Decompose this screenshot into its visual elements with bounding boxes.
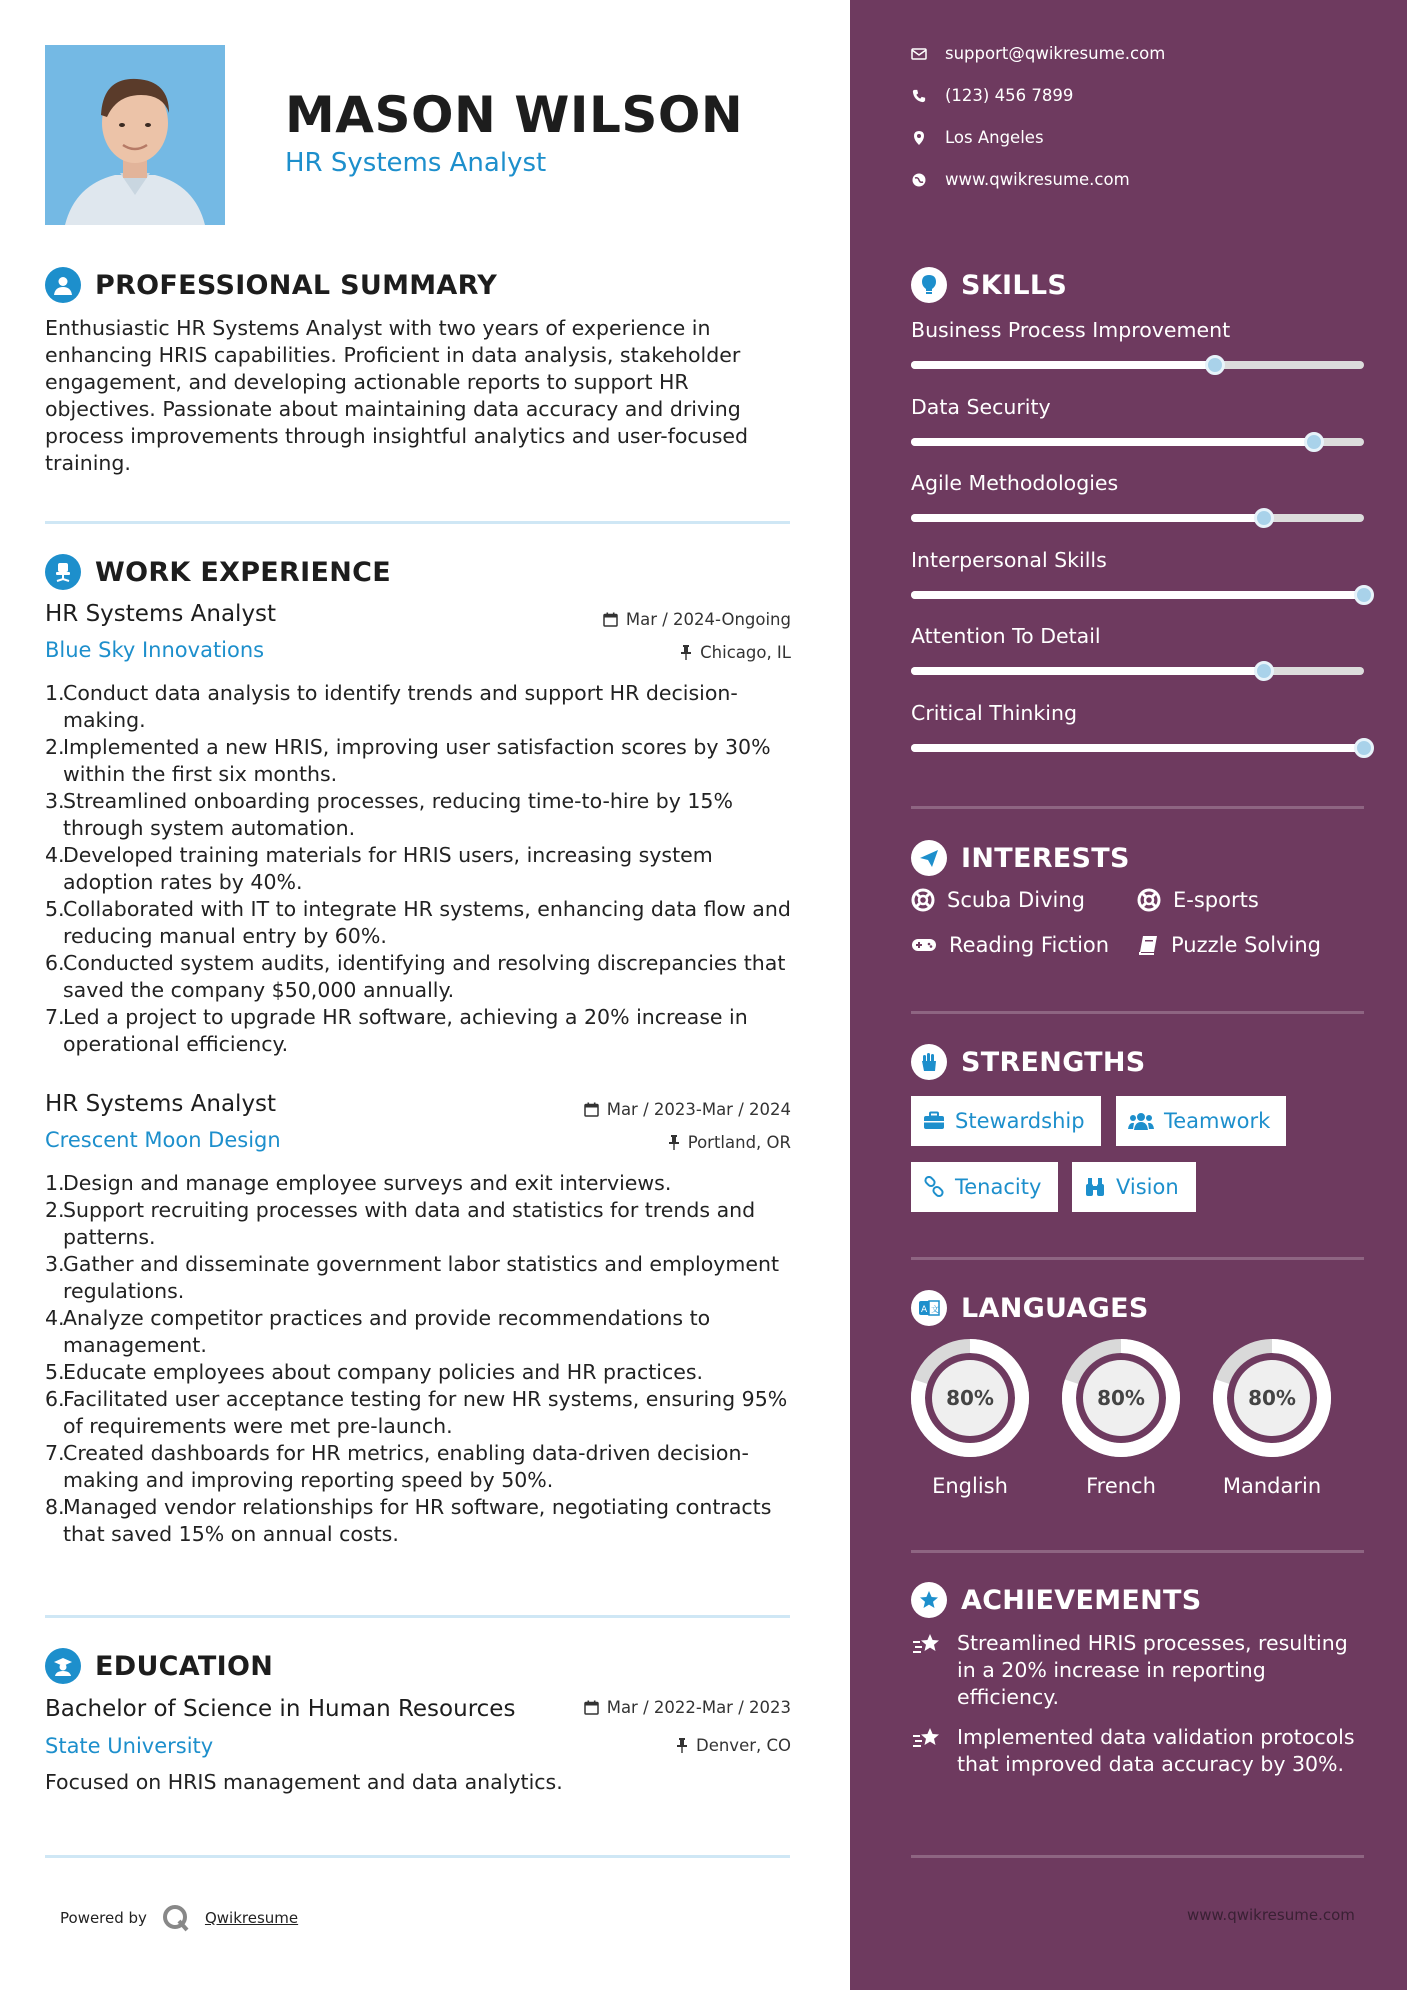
education-title: EDUCATION xyxy=(95,1650,274,1682)
language-item xyxy=(1210,1336,1334,1498)
calendar-icon xyxy=(603,612,618,627)
gamepad-icon xyxy=(911,935,937,955)
skill-bar-fill xyxy=(911,514,1264,522)
lightbulb-icon xyxy=(911,267,947,303)
achievements-heading xyxy=(911,1582,1202,1618)
candidate-name: MASON WILSON xyxy=(285,86,744,144)
binoculars-icon xyxy=(1084,1176,1106,1198)
interest-item: E-sports xyxy=(1137,888,1259,912)
strength-tag: Teamwork xyxy=(1116,1096,1286,1146)
skills-heading xyxy=(911,267,1067,303)
skill-bar-fill xyxy=(911,438,1314,446)
skill-bar-knob xyxy=(1304,432,1324,452)
job-date xyxy=(584,1100,791,1119)
list-item: 6. Conducted system audits, identifying and resolving discrepancies that saved the company $50,000 annually. xyxy=(45,951,786,1002)
skill-label: Business Process Improvement xyxy=(911,318,1231,342)
contact-email[interactable] xyxy=(911,44,1165,63)
link-icon xyxy=(923,1176,945,1198)
user-icon xyxy=(45,267,81,303)
list-item: 3. Gather and disseminate government labor statistics and employment regulations. xyxy=(45,1252,779,1303)
skill-bar xyxy=(911,667,1364,675)
skill-label: Interpersonal Skills xyxy=(911,547,1107,572)
website-text: www.qwikresume.com xyxy=(945,170,1130,189)
star-badge-icon xyxy=(911,1582,947,1618)
pin-icon xyxy=(680,645,692,660)
interest-item: Scuba Diving xyxy=(911,888,1085,912)
qwikresume-logo-icon xyxy=(161,1903,191,1933)
language-percent: 80% xyxy=(1248,1386,1296,1410)
languages-heading xyxy=(911,1290,1149,1326)
graduate-icon xyxy=(45,1648,81,1684)
summary-text: Enthusiastic HR Systems Analyst with two years of experience in enhancing HRIS capabilities. Proficient in data analysis, stakeholder engagement, and developing actionable reports to support HR objectives. Passionate about maintaining data accuracy and driving process improvements through insightful analytics and user-focused training. xyxy=(45,316,748,475)
divider xyxy=(45,1615,790,1618)
job-location xyxy=(668,1133,791,1152)
job-duties-list xyxy=(45,680,795,1058)
summary-heading xyxy=(45,267,497,303)
achievement-item: Streamlined HRIS processes, resulting in a 20% increase in reporting efficiency. xyxy=(911,1630,1371,1711)
job-date-text: Mar / 2023-Mar / 2024 xyxy=(606,1100,791,1119)
education-description: Focused on HRIS management and data analytics. xyxy=(45,1770,563,1794)
skill-bar-fill xyxy=(911,744,1364,752)
job-location-text: Chicago, IL xyxy=(700,643,791,662)
list-item: 5. Educate employees about company policies and HR practices. xyxy=(45,1360,704,1384)
list-item: 3. Streamlined onboarding processes, reducing time-to-hire by 15% through system automation. xyxy=(45,789,733,840)
profile-photo xyxy=(45,45,225,225)
svg-text:A: A xyxy=(921,1305,928,1315)
interest-item: Reading Fiction xyxy=(911,933,1109,957)
shooting-star-icon xyxy=(911,1726,943,1752)
language-item xyxy=(1059,1336,1183,1498)
location-pin-icon xyxy=(911,130,927,146)
interests-heading xyxy=(911,840,1130,876)
school-name: State University xyxy=(45,1734,214,1758)
list-item: 7. Led a project to upgrade HR software, achieving a 20% increase in operational efficiency. xyxy=(45,1005,748,1056)
shooting-star-icon xyxy=(911,1632,943,1658)
contact-website[interactable] xyxy=(911,170,1130,189)
list-item: 1. Conduct data analysis to identify trends and support HR decision-making. xyxy=(45,681,738,732)
skill-bar xyxy=(911,744,1364,752)
globe-icon xyxy=(911,172,927,188)
list-item: 6. Facilitated user acceptance testing for new HR systems, ensuring 95% of requirements were met pre-launch. xyxy=(45,1387,788,1438)
skill-bar-fill xyxy=(911,361,1215,369)
skill-label: Attention To Detail xyxy=(911,624,1101,648)
location-text: Los Angeles xyxy=(945,128,1044,147)
education-location xyxy=(676,1736,791,1755)
divider xyxy=(911,806,1364,809)
skill-label: Agile Methodologies xyxy=(911,471,1119,495)
job-date-text: Mar / 2024-Ongoing xyxy=(625,610,791,629)
work-title: WORK EXPERIENCE xyxy=(95,556,391,588)
list-item: 1. Design and manage employee surveys and exit interviews. xyxy=(45,1171,672,1195)
list-item: 4. Developed training materials for HRIS users, increasing system adoption rates by 40%. xyxy=(45,843,713,894)
job-location xyxy=(680,643,791,662)
calendar-icon xyxy=(584,1700,599,1715)
skill-bar-knob xyxy=(1354,585,1374,605)
email-text: support@qwikresume.com xyxy=(945,44,1166,63)
language-icon xyxy=(911,1290,947,1326)
list-item: 2. Support recruiting processes with data and statistics for trends and patterns. xyxy=(45,1198,756,1249)
fist-icon xyxy=(911,1044,947,1080)
paper-plane-icon xyxy=(911,840,947,876)
divider xyxy=(45,521,790,524)
achievements-title: ACHIEVEMENTS xyxy=(961,1584,1202,1616)
skill-bar xyxy=(911,361,1364,369)
company-name: Crescent Moon Design xyxy=(45,1128,281,1152)
divider xyxy=(911,1855,1364,1858)
phone-text: (123) 456 7899 xyxy=(945,86,1074,105)
language-name: Mandarin xyxy=(1222,1474,1322,1498)
skill-bar-knob xyxy=(1354,738,1374,758)
list-item: 2. Implemented a new HRIS, improving user satisfaction scores by 30% within the first six months. xyxy=(45,735,771,786)
work-heading xyxy=(45,554,391,590)
education-date-text: Mar / 2022-Mar / 2023 xyxy=(606,1698,791,1717)
calendar-icon xyxy=(584,1102,599,1117)
summary-title: PROFESSIONAL SUMMARY xyxy=(95,269,498,301)
list-item: 7. Created dashboards for HR metrics, enabling data-driven decision-making and improving reporting speed by 50%. xyxy=(45,1441,749,1492)
book-icon xyxy=(1137,934,1159,956)
language-percent: 80% xyxy=(946,1386,994,1410)
briefcase-icon xyxy=(923,1111,945,1131)
list-item: 8. Managed vendor relationships for HR software, negotiating contracts that saved 15% on annual costs. xyxy=(45,1495,772,1546)
strength-tag: Stewardship xyxy=(911,1096,1101,1146)
skill-bar xyxy=(911,438,1364,446)
degree-title: Bachelor of Science in Human Resources xyxy=(45,1696,516,1722)
language-item xyxy=(908,1336,1032,1498)
education-location-text: Denver, CO xyxy=(695,1736,791,1755)
phone-icon xyxy=(911,89,927,103)
divider xyxy=(911,1257,1364,1260)
powered-by xyxy=(60,1903,298,1933)
company-name: Blue Sky Innovations xyxy=(45,638,265,662)
job-title: HR Systems Analyst xyxy=(45,601,277,627)
language-percent: 80% xyxy=(1097,1386,1145,1410)
education-date xyxy=(584,1698,791,1717)
svg-text:文: 文 xyxy=(931,1305,939,1314)
contact-location xyxy=(911,128,1044,147)
skill-label: Data Security xyxy=(911,394,1051,419)
job-title: HR Systems Analyst xyxy=(45,1091,277,1117)
skill-bar-fill xyxy=(911,667,1264,675)
achievement-item: Implemented data validation protocols that improved data accuracy by 30%. xyxy=(911,1724,1371,1778)
life-ring-icon xyxy=(1137,888,1161,912)
skills-title: SKILLS xyxy=(961,269,1068,301)
contact-phone[interactable] xyxy=(911,86,1073,105)
skill-bar-fill xyxy=(911,591,1364,599)
strength-tag: Tenacity xyxy=(911,1162,1058,1212)
skill-bar-knob xyxy=(1205,355,1225,375)
strengths-heading xyxy=(911,1044,1146,1080)
envelope-icon xyxy=(911,47,927,61)
brand-link[interactable]: Qwikresume xyxy=(204,1909,299,1927)
candidate-title: HR Systems Analyst xyxy=(285,148,547,178)
language-ring xyxy=(1210,1336,1334,1460)
strengths-title: STRENGTHS xyxy=(961,1046,1146,1078)
job-date xyxy=(603,610,791,629)
language-name: English xyxy=(932,1474,1008,1498)
divider xyxy=(911,1011,1364,1014)
pin-icon xyxy=(668,1135,680,1150)
skill-bar xyxy=(911,591,1364,599)
languages-title: LANGUAGES xyxy=(961,1292,1149,1324)
strength-tag: Vision xyxy=(1072,1162,1196,1212)
job-location-text: Portland, OR xyxy=(687,1133,791,1152)
interests-title: INTERESTS xyxy=(961,842,1130,874)
skill-label: Critical Thinking xyxy=(911,700,1077,725)
language-name: French xyxy=(1086,1474,1156,1498)
office-chair-icon xyxy=(45,554,81,590)
divider xyxy=(45,1855,790,1858)
language-ring xyxy=(908,1336,1032,1460)
list-item: 4. Analyze competitor practices and provide recommendations to management. xyxy=(45,1306,711,1357)
divider xyxy=(911,1550,1364,1553)
powered-by-label: Powered by xyxy=(60,1909,147,1927)
footer-website[interactable]: www.qwikresume.com xyxy=(1187,1906,1355,1924)
language-ring xyxy=(1059,1336,1183,1460)
list-item: 5. Collaborated with IT to integrate HR systems, enhancing data flow and reducing manual entry by 60%. xyxy=(45,897,791,948)
pin-icon xyxy=(676,1738,688,1753)
education-heading xyxy=(45,1648,273,1684)
life-ring-icon xyxy=(911,888,935,912)
interest-item: Puzzle Solving xyxy=(1137,933,1321,957)
users-icon xyxy=(1128,1111,1154,1131)
job-duties-list xyxy=(45,1170,795,1548)
skill-bar xyxy=(911,514,1364,522)
